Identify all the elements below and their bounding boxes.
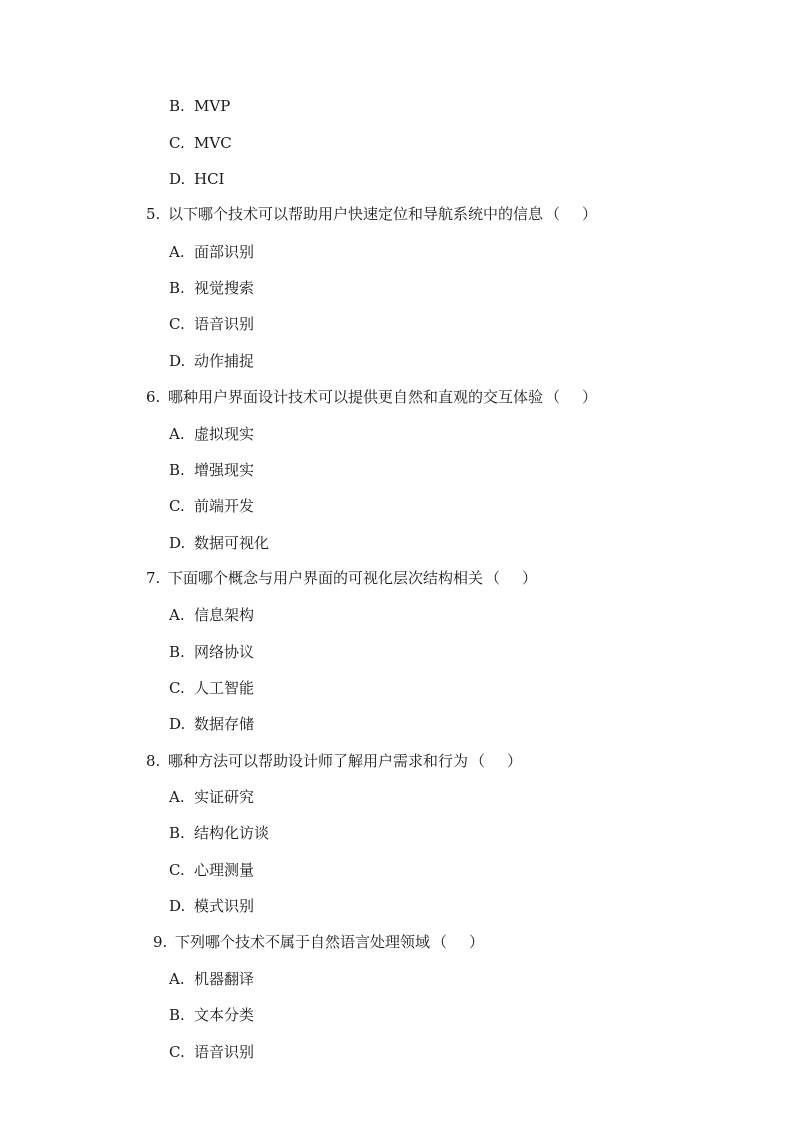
option-letter: A. <box>169 970 185 988</box>
option-c <box>169 314 254 334</box>
option-text: 数据可视化 <box>194 534 270 552</box>
option-text: MVC <box>194 134 232 152</box>
question-text: 哪种方法可以帮助设计师了解用户需求和行为 <box>168 752 469 770</box>
option-text: 文本分类 <box>194 1006 255 1024</box>
question-text: 下面哪个概念与用户界面的可视化层次结构相关 <box>168 569 484 587</box>
option-c <box>169 496 254 516</box>
option-letter: D. <box>169 715 186 733</box>
close-paren: ） <box>582 205 598 223</box>
answer-blank <box>470 751 522 771</box>
option-c <box>169 133 232 153</box>
option-letter: A. <box>169 606 185 624</box>
option-a <box>169 787 254 807</box>
open-paren: （ <box>545 205 561 223</box>
option-b <box>169 1005 254 1025</box>
option-a <box>169 242 254 262</box>
option-b <box>169 642 254 662</box>
question-number: 8. <box>146 752 161 770</box>
option-letter: D. <box>169 897 186 915</box>
option-letter: C. <box>169 315 185 333</box>
question-9 <box>153 932 484 952</box>
option-text: 心理测量 <box>194 861 255 879</box>
question-number: 7. <box>146 569 161 587</box>
option-text: 信息架构 <box>194 606 255 624</box>
option-a <box>169 424 254 444</box>
option-text: 网络协议 <box>194 643 255 661</box>
question-number: 5. <box>146 205 161 223</box>
option-text: 机器翻译 <box>194 970 255 988</box>
option-letter: C. <box>169 134 185 152</box>
question-text: 下列哪个技术不属于自然语言处理领域 <box>175 933 431 951</box>
option-letter: D. <box>169 534 186 552</box>
option-text: 语音识别 <box>194 1043 255 1061</box>
option-text: HCI <box>194 170 225 188</box>
option-text: 视觉搜索 <box>194 279 255 297</box>
option-a <box>169 605 254 625</box>
option-text: 语音识别 <box>194 315 255 333</box>
answer-blank <box>432 932 484 952</box>
open-paren: （ <box>545 388 561 406</box>
option-letter: A. <box>169 243 185 261</box>
option-d <box>169 896 254 916</box>
option-c <box>169 1042 254 1062</box>
open-paren: （ <box>470 752 486 770</box>
option-text: 面部识别 <box>194 243 255 261</box>
option-letter: C. <box>169 497 185 515</box>
option-letter: C. <box>169 1043 185 1061</box>
option-d <box>169 714 254 734</box>
option-letter: D. <box>169 170 186 188</box>
option-c <box>169 678 254 698</box>
option-d <box>169 351 254 371</box>
option-text: 前端开发 <box>194 497 255 515</box>
open-paren: （ <box>432 933 448 951</box>
option-letter: B. <box>169 824 185 842</box>
open-paren: （ <box>485 569 501 587</box>
option-b <box>169 823 269 843</box>
question-text: 哪种用户界面设计技术可以提供更自然和直观的交互体验 <box>168 388 544 406</box>
option-text: 数据存储 <box>194 715 255 733</box>
question-number: 6. <box>146 388 161 406</box>
option-text: MVP <box>194 97 231 115</box>
option-d <box>169 169 224 189</box>
option-c <box>169 860 254 880</box>
option-b <box>169 96 230 116</box>
option-text: 结构化访谈 <box>194 824 270 842</box>
option-letter: C. <box>169 679 185 697</box>
option-text: 人工智能 <box>194 679 255 697</box>
question-text: 以下哪个技术可以帮助用户快速定位和导航系统中的信息 <box>168 205 544 223</box>
option-text: 动作捕捉 <box>194 352 255 370</box>
option-letter: A. <box>169 788 185 806</box>
option-letter: B. <box>169 461 185 479</box>
question-7 <box>146 568 537 588</box>
option-d <box>169 533 269 553</box>
option-b <box>169 278 254 298</box>
answer-blank <box>485 568 537 588</box>
close-paren: ） <box>582 388 598 406</box>
close-paren: ） <box>507 752 523 770</box>
option-letter: A. <box>169 425 185 443</box>
question-5 <box>146 204 597 224</box>
option-letter: B. <box>169 97 185 115</box>
option-letter: B. <box>169 643 185 661</box>
answer-blank <box>545 387 597 407</box>
option-text: 增强现实 <box>194 461 255 479</box>
option-text: 模式识别 <box>194 897 255 915</box>
option-letter: D. <box>169 352 186 370</box>
option-letter: B. <box>169 279 185 297</box>
option-text: 实证研究 <box>194 788 255 806</box>
question-8 <box>146 751 522 771</box>
option-a <box>169 969 254 989</box>
option-b <box>169 460 254 480</box>
question-number: 9. <box>153 933 168 951</box>
answer-blank <box>545 204 597 224</box>
option-text: 虚拟现实 <box>194 425 255 443</box>
close-paren: ） <box>522 569 538 587</box>
close-paren: ） <box>469 933 485 951</box>
option-letter: C. <box>169 861 185 879</box>
question-6 <box>146 387 597 407</box>
option-letter: B. <box>169 1006 185 1024</box>
